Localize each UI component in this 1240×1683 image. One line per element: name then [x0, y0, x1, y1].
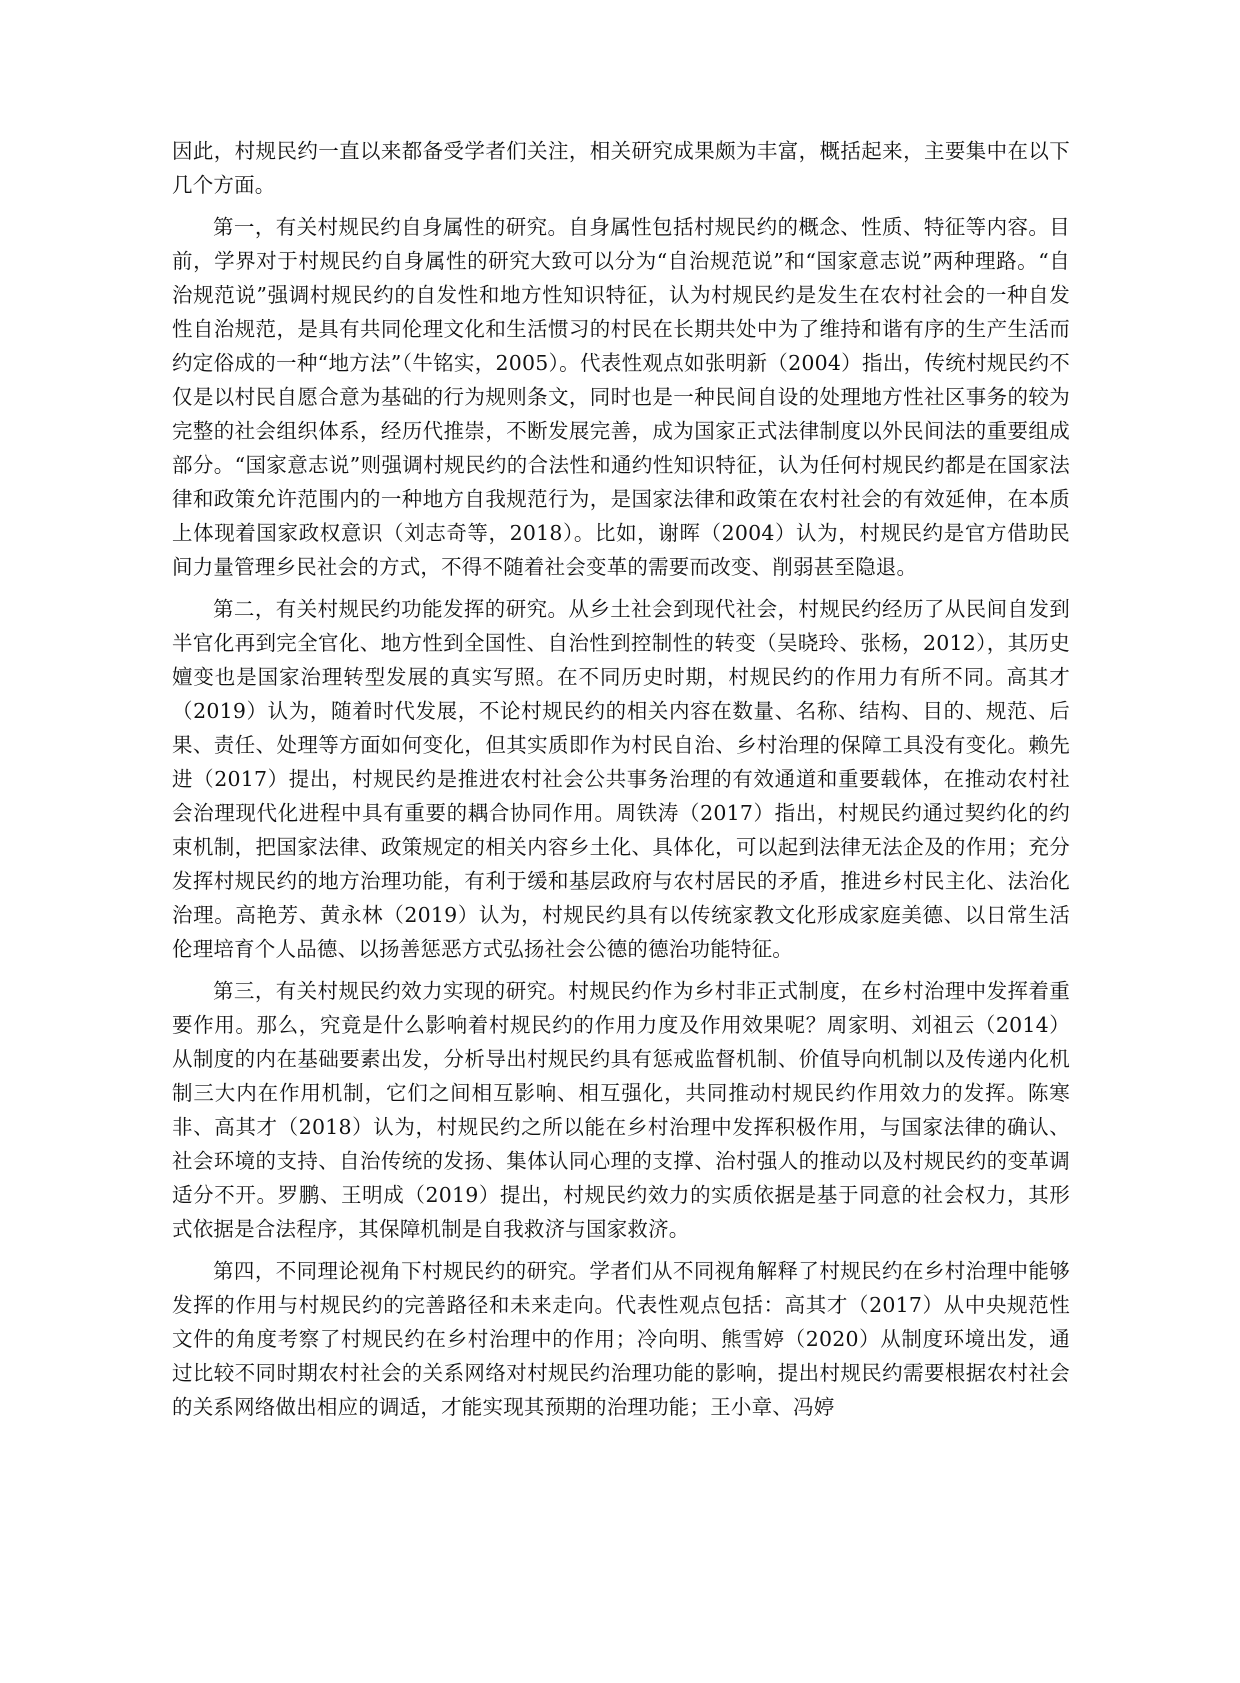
paragraph-fourth-perspectives: 第四，不同理论视角下村规民约的研究。学者们从不同视角解释了村规民约在乡村治理中能够发挥的作用与村规民约的完善路径和未来走向。代表性观点包括：高其才（2017）从中央规范性文件的角度考察了村规民约在乡村治理中的作用；冷向明、熊雪婷（2020）从制度环境出发，通过比较不同时期农村社会的关系网络对村规民约治理功能的影响，提出村规民约需要根据农村社会的关系网络做出相应的调适，才能实现其预期的治理功能；王小章、冯婷	[172, 1259, 1070, 1419]
paragraph-third-effectiveness: 第三，有关村规民约效力实现的研究。村规民约作为乡村非正式制度，在乡村治理中发挥着重要作用。那么，究竟是什么影响着村规民约的作用力度及作用效果呢？周家明、刘祖云（2014）从制度的内在基础要素出发，分析导出村规民约具有惩戒监督机制、价值导向机制以及传递内化机制三大内在作用机制，它们之间相互影响、相互强化，共同推动村规民约作用效力的发挥。陈寒非、高其才（2018）认为，村规民约之所以能在乡村治理中发挥积极作用，与国家法律的确认、社会环境的支持、自治传统的发扬、集体认同心理的支撑、治村强人的推动以及村规民约的变革调适分不开。罗鹏、王明成（2019）提出，村规民约效力的实质依据是基于同意的社会权力，其形式依据是合法程序，其保障机制是自我救济与国家救济。	[172, 979, 1070, 1241]
document-body	[172, 134, 1070, 1432]
paragraph-second-functions: 第二，有关村规民约功能发挥的研究。从乡土社会到现代社会，村规民约经历了从民间自发到半官化再到完全官化、地方性到全国性、自治性到控制性的转变（吴晓玲、张杨，2012），其历史嬗变也是国家治理转型发展的真实写照。在不同历史时期，村规民约的作用力有所不同。高其才（2019）认为，随着时代发展，不论村规民约的相关内容在数量、名称、结构、目的、规范、后果、责任、处理等方面如何变化，但其实质即作为村民自治、乡村治理的保障工具没有变化。赖先进（2017）提出，村规民约是推进农村社会公共事务治理的有效通道和重要载体，在推动农村社会治理现代化进程中具有重要的耦合协同作用。周铁涛（2017）指出，村规民约通过契约化的约束机制，把国家法律、政策规定的相关内容乡土化、具体化，可以起到法律无法企及的作用；充分发挥村规民约的地方治理功能，有利于缓和基层政府与农村居民的矛盾，推进乡村民主化、法治化治理。高艳芳、黄永林（2019）认为，村规民约具有以传统家教文化形成家庭美德、以日常生活伦理培育个人品德、以扬善惩恶方式弘扬社会公德的德治功能特征。	[172, 597, 1070, 961]
paragraph-intro-continuation: 因此，村规民约一直以来都备受学者们关注，相关研究成果颇为丰富，概括起来，主要集中在以下几个方面。	[172, 139, 1070, 197]
paragraph-first-attributes: 第一，有关村规民约自身属性的研究。自身属性包括村规民约的概念、性质、特征等内容。目前，学界对于村规民约自身属性的研究大致可以分为“自治规范说”和“国家意志说”两种理路。“自治规范说”强调村规民约的自发性和地方性知识特征，认为村规民约是发生在农村社会的一种自发性自治规范，是具有共同伦理文化和生活惯习的村民在长期共处中为了维持和谐有序的生产生活而约定俗成的一种“地方法”（牛铭实，2005）。代表性观点如张明新（2004）指出，传统村规民约不仅是以村民自愿合意为基础的行为规则条文，同时也是一种民间自设的处理地方性社区事务的较为完整的社会组织体系，经历代推崇，不断发展完善，成为国家正式法律制度以外民间法的重要组成部分。“国家意志说”则强调村规民约的合法性和通约性知识特征，认为任何村规民约都是在国家法律和政策允许范围内的一种地方自我规范行为，是国家法律和政策在农村社会的有效延伸，在本质上体现着国家政权意识（刘志奇等，2018）。比如，谢晖（2004）认为，村规民约是官方借助民间力量管理乡民社会的方式，不得不随着社会变革的需要而改变、削弱甚至隐退。	[172, 215, 1070, 579]
